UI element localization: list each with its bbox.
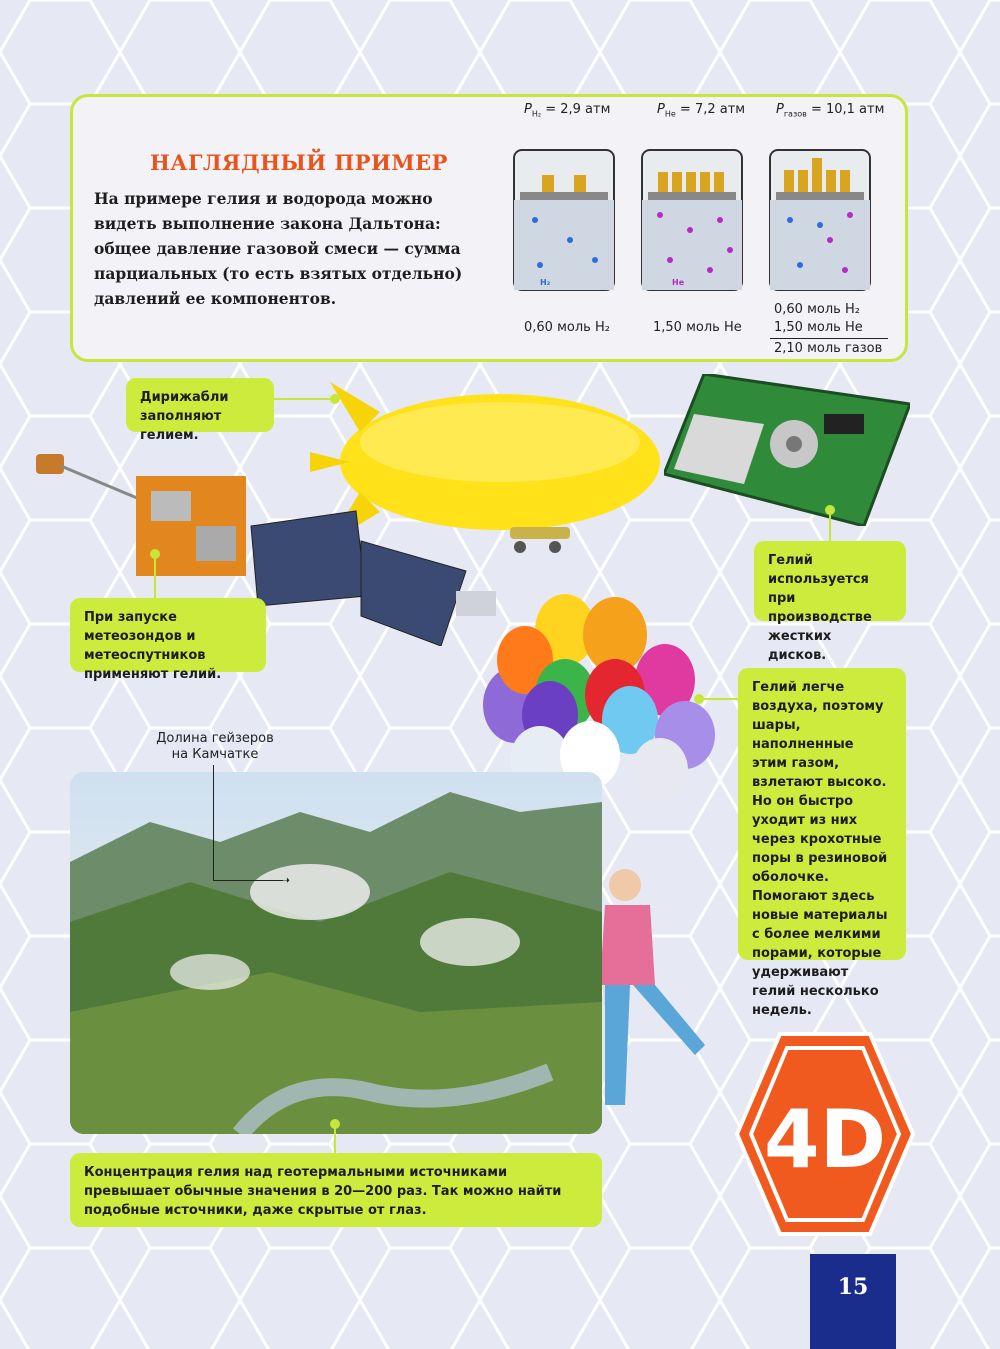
geyser-pointer-h: [213, 880, 283, 881]
beaker-tag-he: He: [672, 278, 685, 287]
callout-airship: Дирижабли заполняют гелием.: [126, 378, 274, 432]
arrow-right-icon: ➝: [280, 873, 291, 887]
page-number-tab: [810, 1254, 896, 1349]
leader-line-hdd: [829, 511, 831, 541]
pressure-label-mix: $P_{газов} = 10,1$ атм: [776, 102, 885, 119]
leader-line-geyser: [334, 1125, 336, 1153]
leader-dot-hdd: [825, 505, 835, 515]
pressure-label-he: $P_{He} = 7,2$ атм: [657, 102, 746, 119]
leader-line-balloons: [700, 698, 738, 700]
geyser-valley-photo: [70, 772, 602, 1134]
beaker-tag-h2: H₂: [540, 278, 551, 287]
leader-line-satellite: [154, 555, 156, 598]
geyser-pointer-v: [213, 765, 214, 880]
moles-h2: 0,60 моль H₂: [524, 320, 610, 335]
geyser-label: Долина гейзеров на Камчатке: [156, 731, 274, 762]
moles-mix-he: 1,50 моль He: [774, 320, 863, 335]
page-number: 15: [837, 1274, 869, 1300]
sum-line: [770, 338, 888, 339]
hard-disk-image: [664, 374, 910, 526]
beaker-he: [642, 150, 742, 290]
example-title: НАГЛЯДНЫЙ ПРИМЕР: [150, 150, 448, 175]
leader-dot-balloons: [694, 694, 704, 704]
4d-badge[interactable]: [735, 1032, 915, 1237]
callout-hdd: Гелий используется при производстве жестких дисков.: [754, 541, 906, 621]
leader-dot-satellite: [150, 549, 160, 559]
leader-line-airship: [274, 398, 334, 400]
callout-satellite: При запуске метеозондов и метеоспутников применяют гелий.: [70, 598, 266, 672]
callout-geyser: Концентрация гелия над геотермальными источниками превышает обычные значения в 20—200 раз. Так можно найти подобные источники, даже скрытые от глаз.: [70, 1153, 602, 1227]
moles-he: 1,50 моль He: [653, 320, 742, 335]
4d-badge-text: 4D: [763, 1093, 887, 1186]
leader-dot-geyser: [330, 1119, 340, 1129]
moles-total: 2,10 моль газов: [774, 341, 883, 356]
beaker-h2: [514, 150, 614, 290]
moles-mix-h2: 0,60 моль H₂: [774, 302, 860, 317]
beaker-mix: [770, 150, 870, 290]
pressure-label-h2: $P_{H_2} = 2,9$ атм: [524, 102, 611, 119]
leader-dot-airship: [330, 394, 340, 404]
example-text: На примере гелия и водорода можно видеть выполнение закона Дальтона: общее давление газовой смеси — сумма парциальных (то есть взятых отдельно) давлений ее компонентов.: [94, 189, 463, 308]
callout-balloons: Гелий легче воздуха, поэтому шары, наполненные этим газом, взлетают высоко. Но он быстро уходит из них через крохотные поры в резиновой оболочке. Помогают здесь новые материалы с более мелкими порами, которые удерживают гелий несколько недель.: [738, 668, 906, 960]
